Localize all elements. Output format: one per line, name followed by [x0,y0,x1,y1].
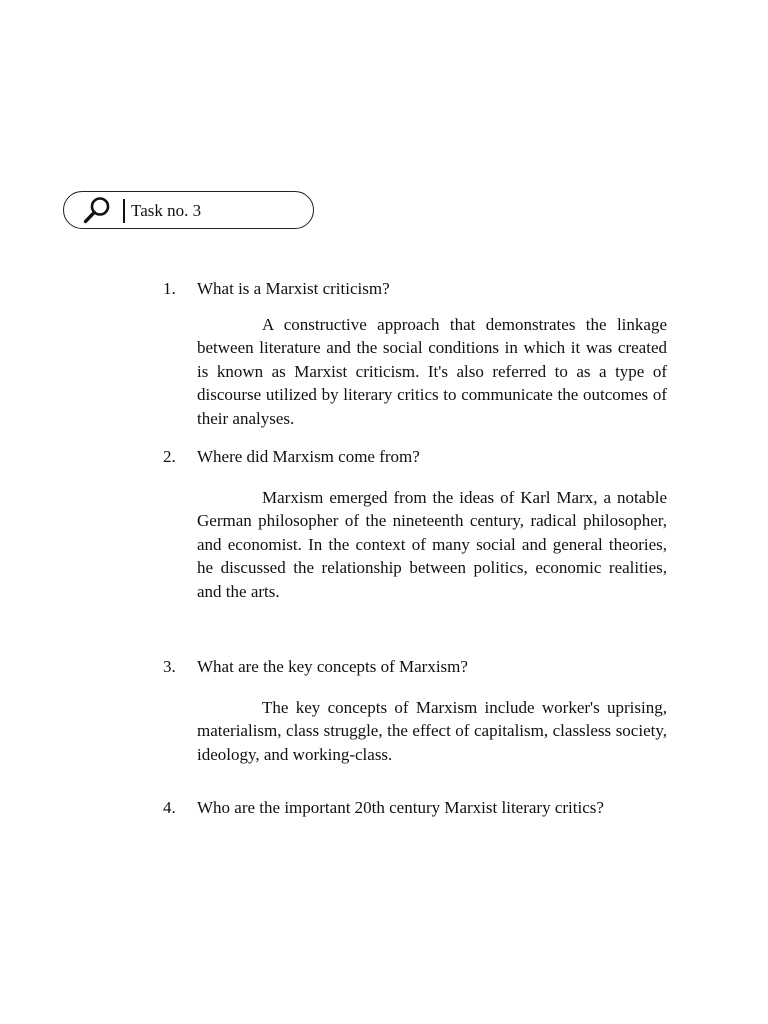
task-title: Task no. 3 [131,201,202,220]
question-text: Where did Marxism come from? [197,447,420,466]
question-block-4 [163,796,667,820]
question-text: Who are the important 20th century Marxist literary critics? [197,798,604,817]
answer-text: A constructive approach that demonstrates the linkage between literature and the social conditions in which it was created is known as Marxist criticism. It's also referred to as a type of discourse utilized by literary critics to communicate the outcomes of their analyses. [197,314,667,428]
question-text: What are the key concepts of Marxism? [197,657,468,676]
question-text: What is a Marxist criticism? [197,279,390,298]
question-number: 4. [163,798,176,817]
answer-text: The key concepts of Marxism include worker's uprising, materialism, class struggle, the effect of capitalism, classless society, ideology, and working-class. [197,697,667,764]
question-number: 1. [163,279,176,298]
search-icon [82,195,112,225]
task-divider [123,199,125,223]
question-number: 3. [163,657,176,676]
task-header [63,191,314,229]
question-number: 2. [163,447,176,466]
question-block-1 [163,277,667,430]
answer-text: Marxism emerged from the ideas of Karl Marx, a notable German philosopher of the nineteenth century, radical philosopher, and economist. In the context of many social and general theories, he discussed the relationship between politics, economic realities, and the arts. [197,487,667,601]
question-block-2 [163,445,667,603]
question-block-3 [163,655,667,766]
